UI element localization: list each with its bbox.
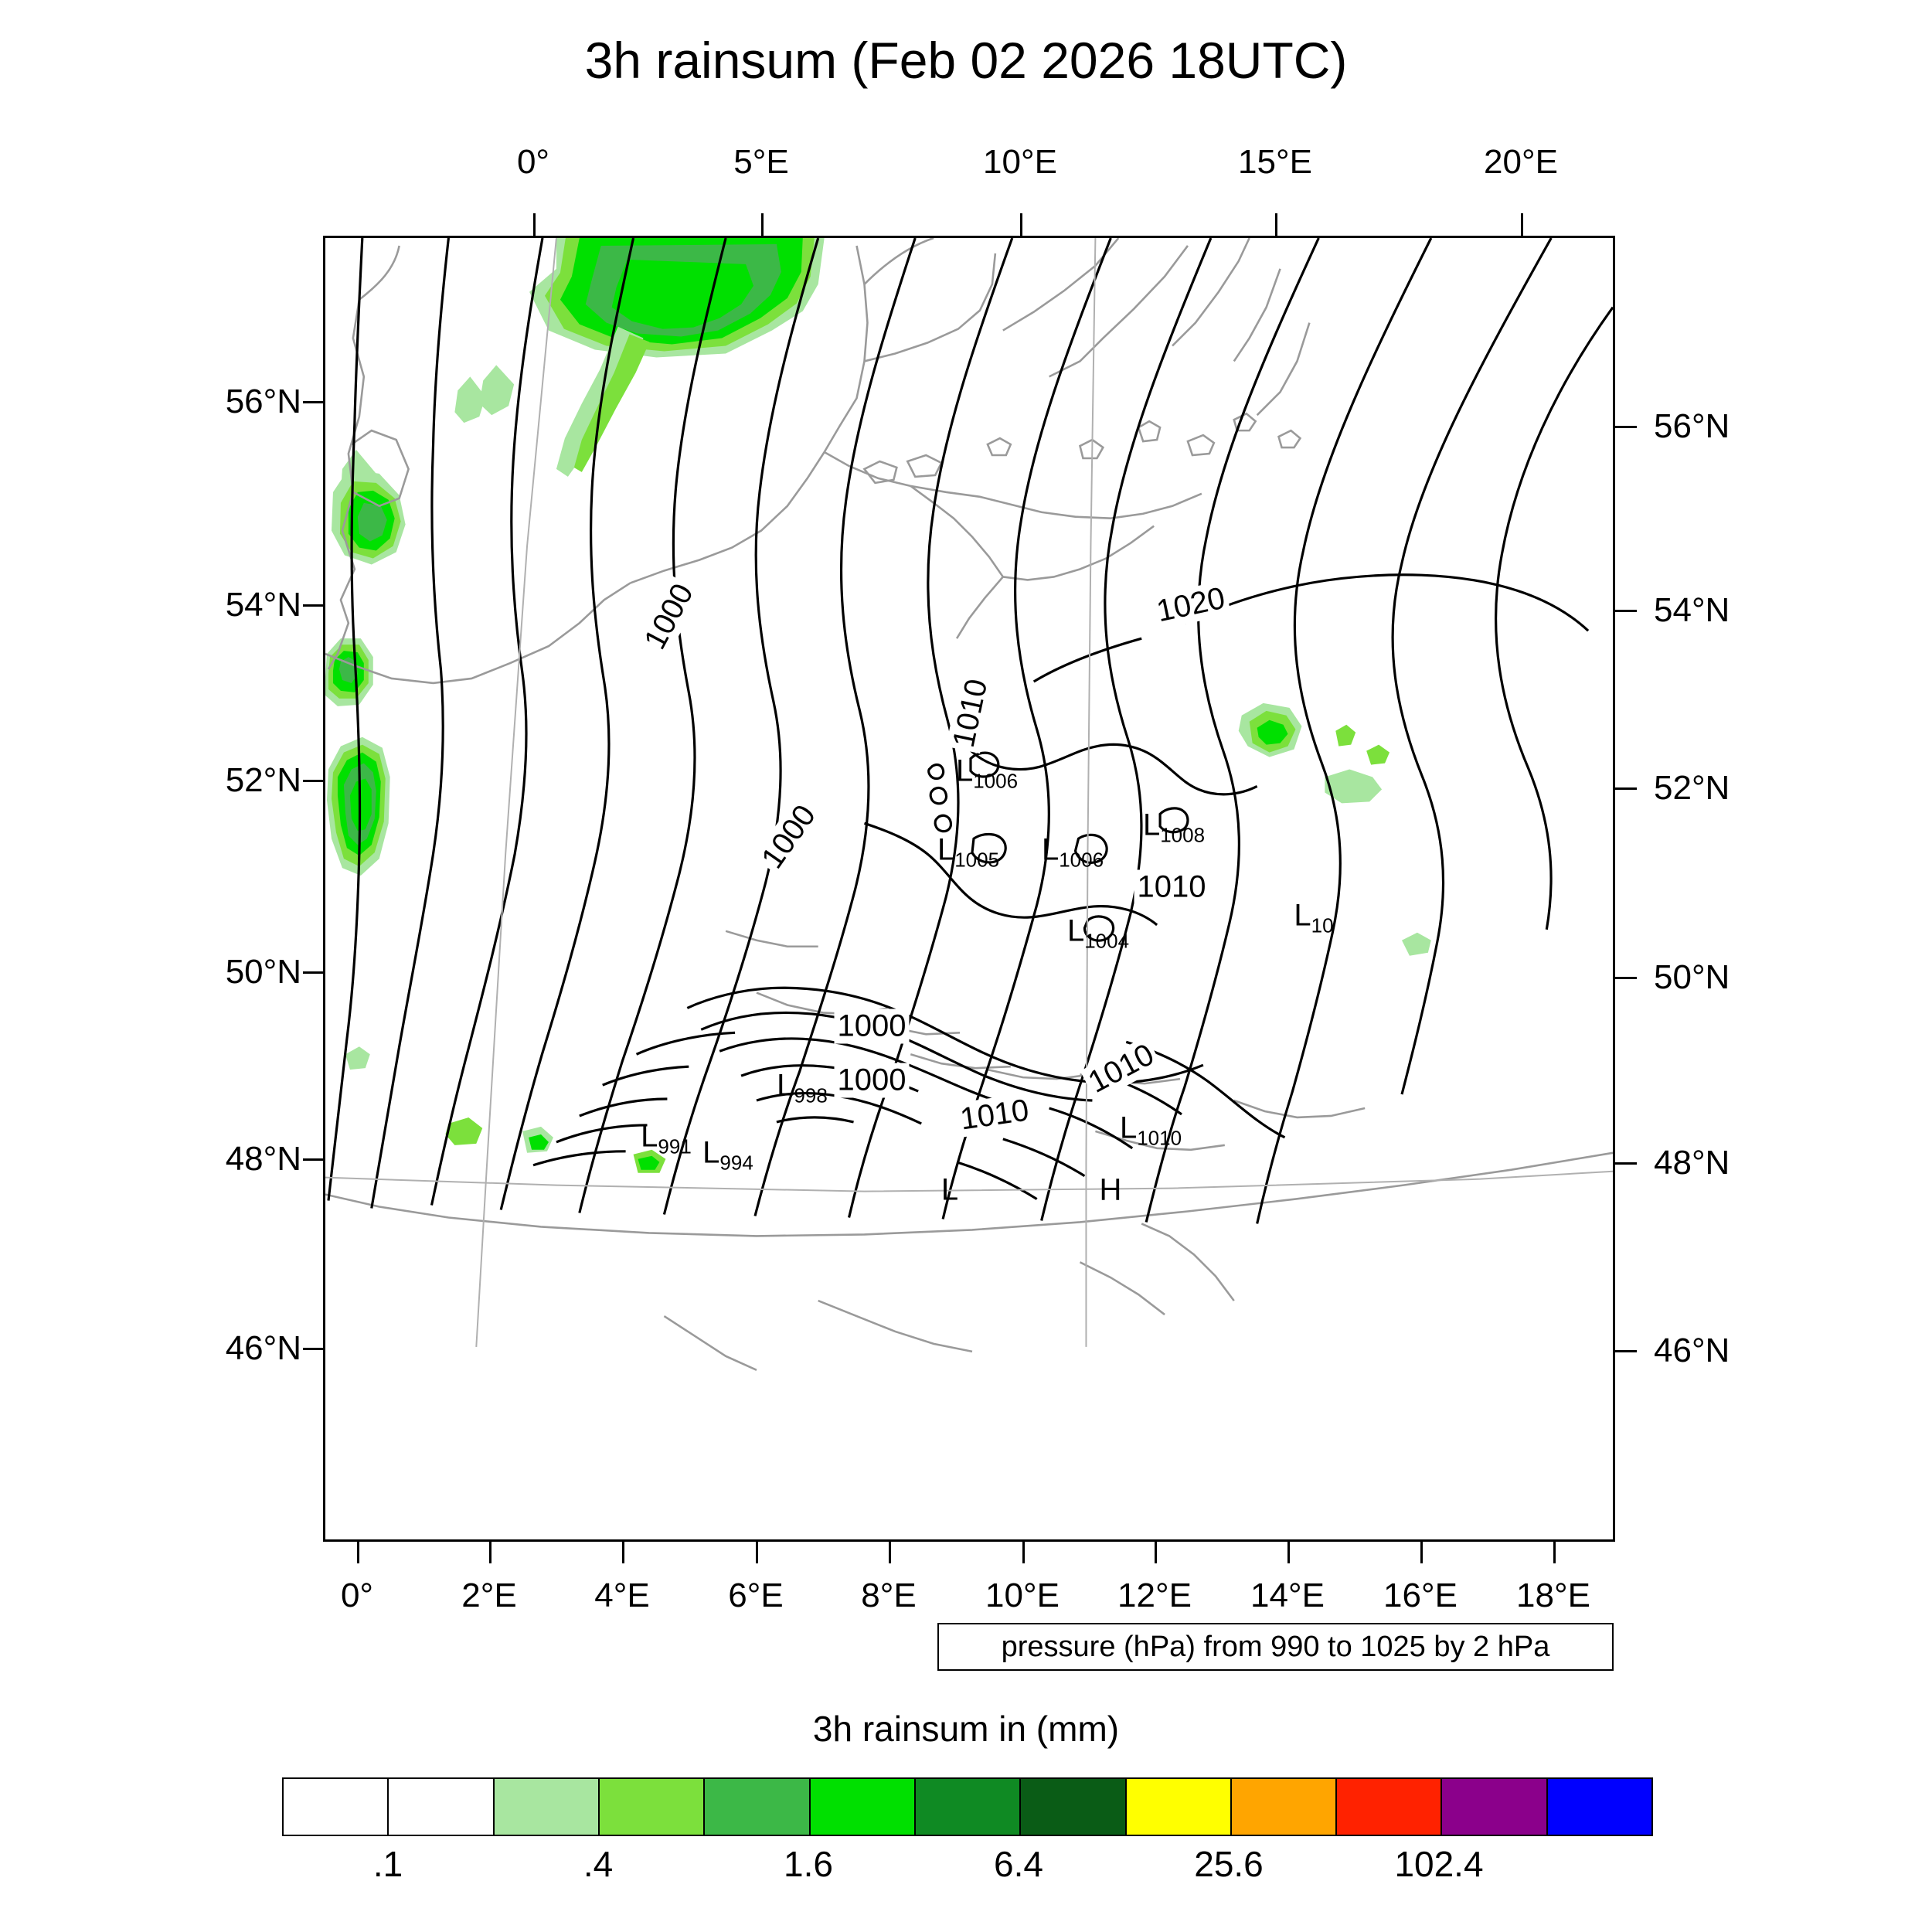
isobar-layer (328, 238, 1613, 1223)
colorbar-cell-3 (600, 1779, 705, 1835)
pressure-center-value: 998 (794, 1083, 828, 1107)
colorbar-cell-5 (811, 1779, 916, 1835)
pressure-center-low: $L_{1008}$ (1142, 808, 1206, 847)
axis-right-label-3: 50°N (1654, 958, 1730, 996)
pressure-center-value: 10 (1311, 913, 1334, 937)
pressure-center-low: $L_{10}$ (1294, 898, 1334, 937)
colorbar-labels (282, 1843, 1653, 1889)
axis-top-label-3: 15°E (1238, 143, 1312, 181)
pressure-center-low: $L_{1004}$ (1066, 913, 1130, 953)
tic-right-4 (1615, 1162, 1637, 1165)
contour-label: 1000 (835, 1009, 910, 1044)
contour-label: 1010 (946, 673, 995, 753)
tic-bottom-3 (756, 1542, 758, 1563)
colorbar-cell-6 (916, 1779, 1021, 1835)
colorbar-cell-12 (1548, 1779, 1651, 1835)
axis-bottom-label-8: 16°E (1383, 1577, 1458, 1614)
pressure-center-low: $L_{998}$ (777, 1068, 828, 1107)
axis-left-label-4: 48°N (225, 1140, 301, 1178)
pressure-center-value: 1006 (973, 769, 1019, 793)
pressure-center-low: L (940, 1172, 959, 1207)
tic-right-3 (1615, 977, 1637, 979)
pressure-center-low: $L_{994}$ (702, 1135, 753, 1175)
axis-bottom-label-6: 12°E (1117, 1577, 1192, 1614)
tic-top-2 (1020, 213, 1022, 236)
axis-bottom-label-1: 2°E (461, 1577, 517, 1614)
colorbar-cell-2 (495, 1779, 600, 1835)
colorbar-cell-0 (284, 1779, 389, 1835)
colorbar-label-5: 102.4 (1394, 1844, 1484, 1884)
colorbar[interactable] (282, 1777, 1653, 1836)
pressure-legend-note: pressure (hPa) from 990 to 1025 by 2 hPa (937, 1623, 1614, 1671)
colorbar-label-2: 1.6 (784, 1844, 833, 1884)
tic-bottom-0 (357, 1542, 359, 1563)
axis-right-label-5: 46°N (1654, 1332, 1730, 1369)
page-title: 3h rainsum (Feb 02 2026 18UTC) (584, 32, 1348, 89)
tic-top-4 (1521, 213, 1523, 236)
tic-left-0 (303, 401, 325, 403)
tic-left-3 (303, 971, 325, 974)
tic-bottom-1 (489, 1542, 492, 1563)
colorbar-cell-8 (1127, 1779, 1232, 1835)
tic-top-1 (761, 213, 764, 236)
colorbar-cell-1 (389, 1779, 494, 1835)
precip-shading-layer (325, 238, 1431, 1173)
tic-right-5 (1615, 1350, 1637, 1352)
tic-left-4 (303, 1158, 325, 1161)
map-canvas (325, 238, 1613, 1539)
axis-top-label-0: 0° (516, 143, 550, 181)
tic-left-1 (303, 604, 325, 607)
axis-right-label-2: 52°N (1654, 769, 1730, 807)
contour-label: 1000 (835, 1063, 910, 1098)
colorbar-cell-7 (1021, 1779, 1126, 1835)
tic-bottom-5 (1022, 1542, 1025, 1563)
pressure-center-low: $L_{1006}$ (955, 753, 1019, 793)
pressure-center-high: H (1099, 1172, 1122, 1207)
tic-bottom-6 (1155, 1542, 1157, 1563)
axis-bottom-label-3: 6°E (728, 1577, 784, 1614)
tic-top-3 (1275, 213, 1277, 236)
colorbar-label-0: .1 (372, 1844, 403, 1884)
axis-left-label-3: 50°N (225, 953, 301, 991)
pressure-center-value: 1005 (954, 848, 1000, 872)
colorbar-cell-10 (1337, 1779, 1442, 1835)
colorbar-cell-11 (1442, 1779, 1547, 1835)
tic-bottom-8 (1420, 1542, 1423, 1563)
map-plot-area[interactable] (323, 236, 1615, 1542)
pressure-center-low: $L_{1006}$ (1041, 832, 1104, 872)
pressure-center-value: 1006 (1059, 848, 1104, 872)
colorbar-label-1: .4 (583, 1844, 614, 1884)
tic-right-2 (1615, 787, 1637, 790)
axis-top-label-4: 20°E (1484, 143, 1558, 181)
pressure-center-low: $L_{1010}$ (1119, 1111, 1182, 1150)
axis-left-label-5: 46°N (225, 1329, 301, 1367)
tic-left-2 (303, 780, 325, 782)
tic-right-1 (1615, 610, 1637, 612)
axis-right-label-1: 54°N (1654, 591, 1730, 629)
tic-top-0 (533, 213, 536, 236)
pressure-center-value: 994 (719, 1151, 753, 1175)
colorbar-title: 3h rainsum in (mm) (812, 1709, 1120, 1749)
contour-label: 1010 (1080, 1036, 1163, 1101)
axis-right-label-4: 48°N (1654, 1144, 1730, 1182)
contour-label: 1010 (1134, 870, 1209, 905)
tic-bottom-4 (889, 1542, 891, 1563)
axis-bottom-label-0: 0° (340, 1577, 374, 1614)
pressure-center-low: $L_{1005}$ (937, 832, 1000, 872)
colorbar-label-3: 6.4 (994, 1844, 1043, 1884)
axis-top-label-1: 5°E (733, 143, 789, 181)
axis-left-label-0: 56°N (225, 383, 301, 420)
colorbar-label-4: 25.6 (1194, 1844, 1264, 1884)
contour-label: 1010 (955, 1093, 1034, 1138)
colorbar-cell-4 (705, 1779, 810, 1835)
axis-bottom-label-4: 8°E (861, 1577, 917, 1614)
pressure-center-value: 1010 (1137, 1126, 1182, 1150)
axis-right-label-0: 56°N (1654, 407, 1730, 445)
tic-bottom-7 (1287, 1542, 1290, 1563)
colorbar-cell-9 (1232, 1779, 1337, 1835)
axis-bottom-label-9: 18°E (1516, 1577, 1590, 1614)
pressure-center-low: $L_{991}$ (641, 1119, 692, 1158)
pressure-center-value: 1008 (1160, 823, 1206, 847)
axis-left-label-1: 54°N (225, 586, 301, 624)
tic-right-0 (1615, 426, 1637, 428)
pressure-center-value: 991 (658, 1134, 692, 1158)
axis-bottom-label-7: 14°E (1250, 1577, 1325, 1614)
axis-bottom-label-5: 10°E (985, 1577, 1060, 1614)
tic-left-5 (303, 1348, 325, 1350)
pressure-center-value: 1004 (1084, 929, 1130, 953)
axis-top-label-2: 10°E (983, 143, 1057, 181)
contour-label: 1000 (636, 576, 702, 658)
axis-bottom-label-2: 4°E (594, 1577, 650, 1614)
contour-label: 1020 (1151, 580, 1231, 630)
tic-bottom-2 (622, 1542, 624, 1563)
contour-label: 1000 (753, 796, 825, 877)
axis-left-label-2: 52°N (225, 761, 301, 799)
tic-bottom-9 (1553, 1542, 1556, 1563)
